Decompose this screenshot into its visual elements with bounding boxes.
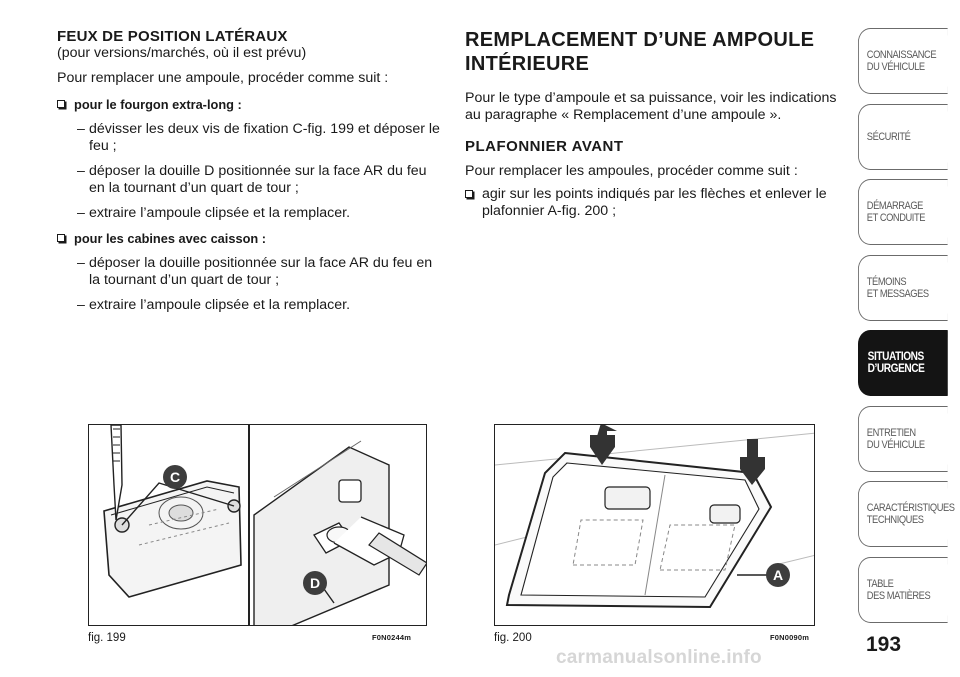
dash-mark: – — [77, 163, 85, 179]
step-text: extraire l’ampoule clipsée et la remplacer. — [89, 297, 351, 313]
procedure-intro: Pour remplacer une ampoule, procéder comme suit : — [57, 70, 389, 86]
label-a: A — [772, 567, 784, 583]
right-column — [465, 28, 840, 228]
figure-caption: fig. 200 — [494, 632, 532, 644]
section-subheading: (pour versions/marchés, où il est prévu) — [57, 45, 307, 61]
bulb-type-intro: Pour le type d’ampoule et sa puissance, voir les indications au paragraphe « Remplacement d’une ampoule ». — [465, 90, 837, 123]
figure-200 — [494, 424, 815, 626]
side-light-illustration — [89, 425, 427, 626]
step-text: agir sur les points indiqués par les flèches et enlever le plafonnier A-fig. 200 ; — [482, 186, 827, 219]
dash-mark: – — [77, 255, 85, 271]
case-cab-with-box — [57, 230, 442, 247]
step-text: extraire l’ampoule clipsée et la remplacer. — [89, 205, 351, 221]
watermark: carmanualsonline.info — [556, 647, 762, 668]
checkbox-bullet-icon — [465, 190, 473, 198]
label-c: C — [169, 469, 181, 485]
chapter-tabs — [858, 28, 960, 632]
dash-mark: – — [77, 121, 85, 137]
ceiling-light-illustration — [495, 425, 815, 626]
ceiling-light-drawing — [495, 425, 815, 607]
figure-code: F0N0244m — [372, 633, 412, 642]
dash-mark: – — [77, 297, 85, 313]
figure-caption: fig. 199 — [88, 632, 126, 644]
tab-situations-d-urgence[interactable]: SITUATIONS D’URGENCE — [858, 330, 948, 396]
step-item — [465, 186, 840, 220]
side-light-housing-drawing — [104, 425, 241, 597]
label-d: D — [309, 575, 321, 591]
step-item — [57, 163, 442, 197]
socket-and-bulb-drawing — [254, 441, 427, 626]
tab-caracteristiques-techniques[interactable]: CARACTÉRISTIQUES TECHNIQUES — [858, 481, 948, 547]
case-title: pour les cabines avec caisson : — [74, 231, 267, 246]
figure-code: F0N0090m — [770, 633, 810, 642]
checkbox-bullet-icon — [57, 234, 65, 242]
checkbox-bullet-icon — [57, 100, 65, 108]
procedure-intro: Pour remplacer les ampoules, procéder comme suit : — [465, 163, 798, 179]
page-number: 193 — [866, 633, 902, 656]
section-heading-front-ceiling-light: PLAFONNIER AVANT — [465, 138, 624, 155]
left-column — [57, 28, 442, 322]
tab-table-des-matieres[interactable]: TABLE DES MATIÈRES — [858, 557, 948, 623]
tab-temoins-et-messages[interactable]: TÉMOINS ET MESSAGES — [858, 255, 948, 321]
section-heading-side-lights: FEUX DE POSITION LATÉRAUX — [57, 28, 288, 45]
step-item — [57, 205, 442, 222]
step-text: dévisser les deux vis de fixation C-fig. 199 et déposer le feu ; — [89, 121, 440, 154]
step-item — [57, 297, 442, 314]
figure-199 — [88, 424, 427, 626]
step-item — [57, 255, 442, 289]
case-extra-long-van — [57, 96, 442, 113]
tab-entretien-du-vehicule[interactable]: ENTRETIEN DU VÉHICULE — [858, 406, 948, 472]
tab-securite[interactable]: SÉCURITÉ — [858, 104, 948, 170]
dash-mark: – — [77, 205, 85, 221]
tab-connaissance-du-vehicule[interactable]: CONNAISSANCE DU VÉHICULE — [858, 28, 948, 94]
step-text: déposer la douille positionnée sur la face AR du feu en la tournant d’un quart de tour ; — [89, 255, 433, 288]
step-text: déposer la douille D positionnée sur la face AR du feu en la tournant d’un quart de tour ; — [89, 163, 427, 196]
case-title: pour le fourgon extra-long : — [74, 97, 242, 112]
step-item — [57, 121, 442, 155]
tab-demarrage-et-conduite[interactable]: DÉMARRAGE ET CONDUITE — [858, 179, 948, 245]
page-title: REMPLACEMENT D’UNE AMPOULE INTÉRIEURE — [465, 29, 815, 75]
